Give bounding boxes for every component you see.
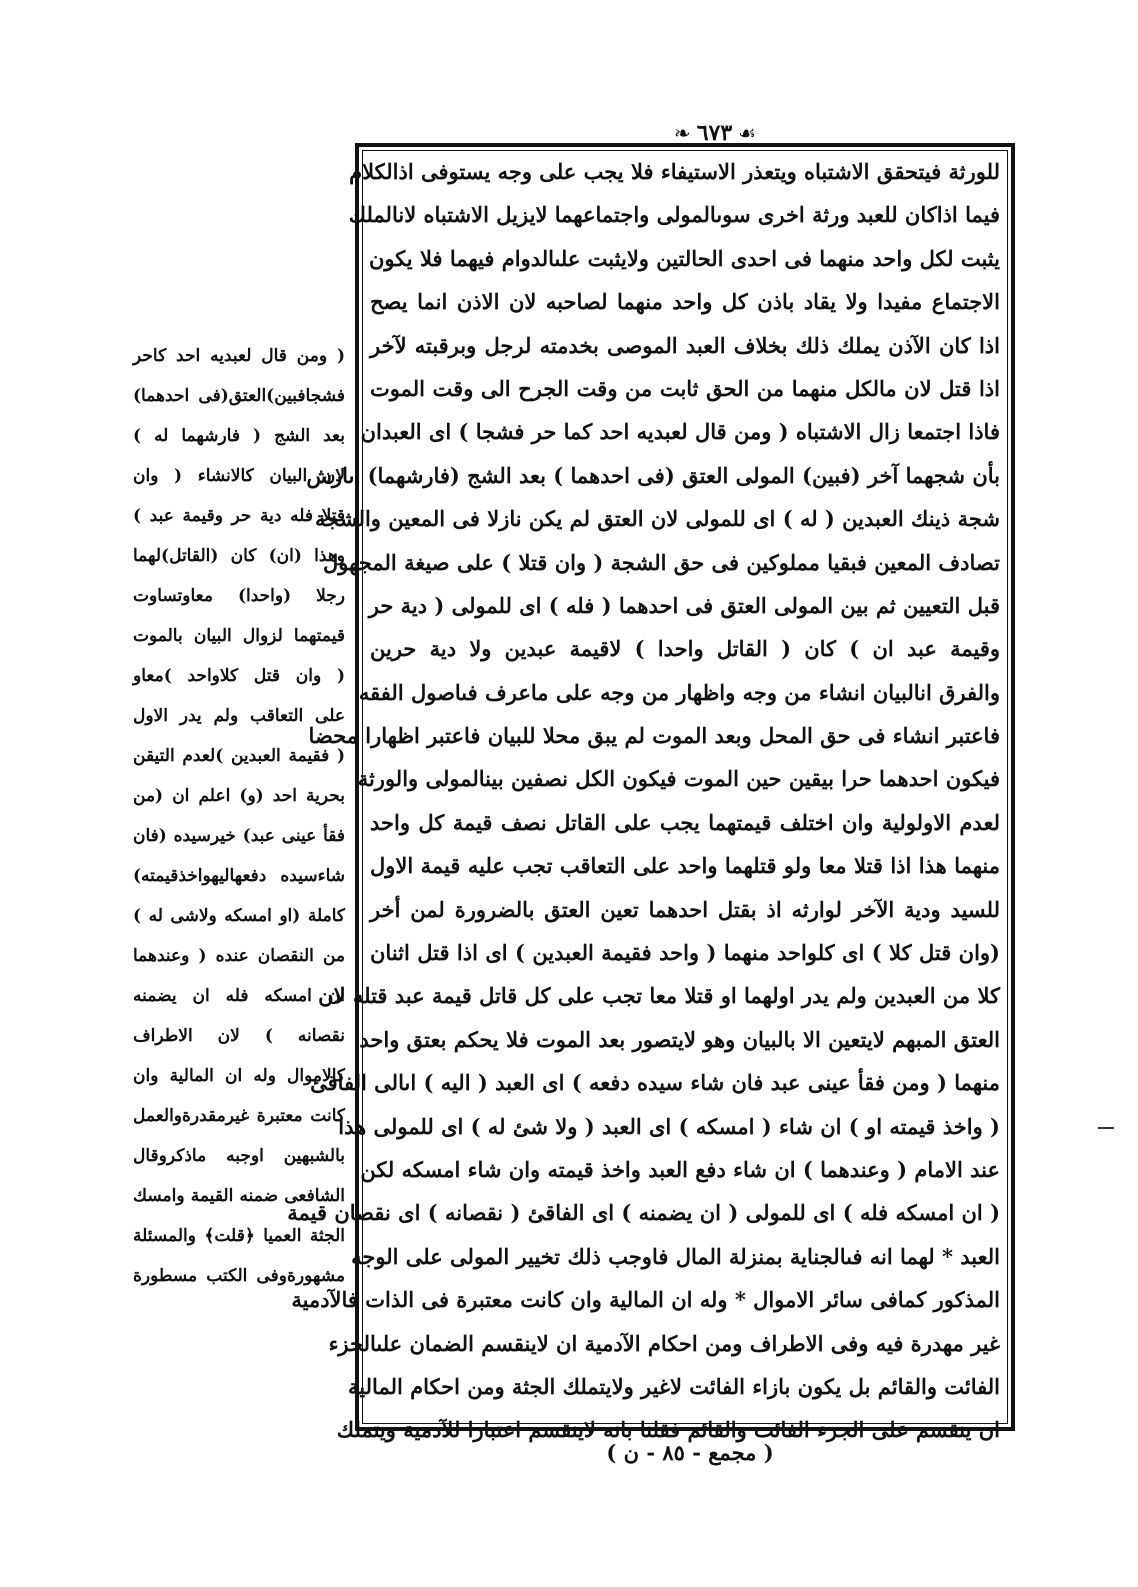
main-text-line: اذا كان الآذن يملك ذلك بخلاف العبد الموصى بخدمته لرجل وبرقبته لآخر: [370, 332, 1000, 358]
margin-note-line: ( ومن قال لعبديه احد كاحر: [133, 346, 345, 366]
main-text-line: المذكور كمافى سائر الاموال * وله ان المالية وان كانت معتبرة فى الذات فالآدمية: [291, 1287, 1000, 1313]
main-text-line: للورثة فيتحقق الاشتباه ويتعذر الاستيفاء فلا يجب على وجه يستوفى اذالكلام: [349, 159, 1000, 184]
main-text-line: لعدم الاولولية وان اختلف قيمتهما يجب على القاتل نصف قيمة كل واحد: [370, 809, 1000, 835]
margin-dash: [1098, 1127, 1114, 1129]
margin-note-line: بعد الشج ( فارشهما له ): [133, 426, 345, 446]
margin-note-line: ( وان قتل كلاواحد )معاو: [133, 666, 345, 686]
main-text-line: الاجتماع مفيدا ولا يقاد باذن كل واحد منهما لصاحبه لان الاذن انما يصح: [370, 289, 1000, 315]
margin-note-line: الجثة العميا ﴿قلت﴾ والمسئلة: [133, 1226, 345, 1246]
footer-signature: ( مجمع - ٨٥ - ن ): [606, 1440, 774, 1465]
main-text-line: اذا قتل لان مالكل منهما من الحق ثابت من وقت الجرح الى وقت الموت: [370, 375, 1000, 401]
margin-note-line: ( فقيمة العبدين )لعدم التيقن: [133, 746, 345, 766]
main-text-line: كلا من العبدين ولم يدر اولهما او قتلا معا تجب على كل قاتل قيمة عبد قتله لان: [318, 983, 1000, 1009]
main-text-line: عند الامام ( وعندهما ) ان شاء دفع العبد واخذ قيمته وان شاء امسكه لكن: [360, 1156, 1000, 1182]
main-text-line: تصادف المعين فبقيا مملوكين فى حق الشجة ( وان قتلا ) على صيغة المجهول: [323, 549, 1000, 575]
main-text-line: فيما اذاكان للعبد ورثة اخرى سوىالمولى واجتماعهما لايزيل الاشتباه لانالملك: [348, 202, 1000, 228]
margin-note-line: قتلا فله دية حر وقيمة عبد ): [133, 506, 345, 526]
main-text-line: ( واخذ قيمته او ) ان شاء ( امسكه ) اى العبد ( ولا شئ له ) اى للمولى هذا: [338, 1113, 1000, 1139]
main-text-line: منهما هذا اذا قتلا معا ولو قتلهما واحد على التعاقب تجب عليه قيمة الاول: [370, 853, 1000, 879]
margin-note-line: من النقصان عنده ( وعندهما: [133, 946, 345, 966]
margin-note-line: قيمتهما لزوال البيان بالموت: [133, 626, 345, 646]
page-number: ٦٧٣: [696, 120, 733, 146]
ornament-right-icon: ☙: [738, 121, 757, 145]
margin-note-line: رجلا (واحدا) معاوتساوت: [133, 586, 345, 606]
main-text-line: فيكون احدهما حرا بيقين حين الموت فيكون الكل نصفين بينالمولى والورثة: [357, 766, 1000, 792]
margin-note-line: نقصانه ) لان الاطراف: [133, 1026, 345, 1046]
main-text-line: العتق المبهم لايتعين الا بالبيان وهو لايتصور بعد الموت فلا يحكم بعتق واحد: [359, 1026, 1000, 1052]
margin-note-line: الشافعى ضمنه القيمة وامسك: [133, 1186, 345, 1206]
main-text-line: الفائت والقائم بل يكون بازاء الفائت لاغير ولايتملك الجثة ومن احكام المالية: [348, 1373, 1000, 1399]
margin-note-line: لان البيان كالانشاء ( وان: [133, 466, 345, 486]
margin-note-line: كالاموال وله ان المالية وان: [133, 1066, 345, 1086]
main-text-line: يثبت لكل واحد منهما فى احدى الحالتين ولايثبت علىالدوام فيهما فلا يكون: [368, 245, 1000, 271]
margin-note-line: مشهورةوفى الكتب مسطورة: [133, 1266, 345, 1286]
margin-note-line: فشجافبين)العتق(فى احدهما): [133, 386, 345, 406]
margin-note-line: ان امسكه فله ان يضمنه: [133, 986, 345, 1006]
margin-note-line: على التعاقب ولم يدر الاول: [133, 706, 345, 726]
main-text-line: والفرق انالبيان انشاء من وجه واظهار من وجه على ماعرف فىاصول الفقه: [358, 679, 1000, 705]
main-text-line: (وان قتل كلا ) اى كلواحد منهما ( واحد فقيمة العبدين ) اى اذا قتل اثنان: [370, 940, 1000, 966]
margin-note-line: بالشبهين اوجبه ماذكروقال: [133, 1146, 345, 1166]
main-text-line: ( ان امسكه فله ) اى للمولى ( ان يضمنه ) اى الفاقئ ( نقصانه ) اى نقصان قيمة: [287, 1200, 1000, 1226]
main-text-line: وقيمة عبد ان ) كان ( القاتل واحدا ) لاقيمة عبدين ولا دية حرين: [370, 636, 1000, 662]
margin-note-line: شاءسيده دفعهاليهواخذقيمته): [133, 866, 345, 886]
margin-note-line: بحرية احد (و) اعلم ان (من: [133, 786, 345, 806]
main-text-line: غير مهدرة فيه وفى الاطراف ومن احكام الآدمية ان لاينقسم الضمان علىالجزء: [328, 1330, 1000, 1356]
main-text-block: [287, 150, 1000, 1452]
margin-note-line: كانت معتبرة غيرمقدرةوالعمل: [133, 1106, 345, 1126]
main-text-line: بأن شجهما آخر (فبين) المولى العتق (فى احدهما ) بعد الشج (فارشهما) اىارش: [306, 462, 1000, 488]
main-text-line: قبل التعيين ثم بين المولى العتق فى احدهما ( فله ) اى للمولى ( دية حر: [368, 592, 1000, 618]
main-text-line: فاعتبر انشاء فى حق المحل وبعد الموت لم يبق محلا للبيان فاعتبر اظهارا محضا: [308, 723, 1000, 749]
ornament-left-icon: ❧: [673, 121, 691, 145]
margin-note-line: كاملة (او امسكه ولاشى له ): [133, 906, 345, 926]
margin-note-line: فقأ عينى عبد) خيرسيده (فان: [133, 826, 345, 846]
main-text-line: شجة ذينك العبدين ( له ) اى للمولى لان العتق لم يكن نازلا فى المعين والشجة: [315, 506, 1000, 532]
main-text-line: فاذا اجتمعا زال الاشتباه ( ومن قال لعبديه احد كما حر فشجا ) اى العبدان: [360, 419, 1000, 445]
main-text-line: للسيد ودية الآخر لوارثه اذ بقتل احدهما تعين العتق بالضرورة لمن أخر: [370, 896, 1000, 922]
main-text-line: ان ينقسم على الجزء الفائت والقائم فقلنا بانه لاينقسم اعتبارا للآدمية ويتملك: [336, 1417, 1000, 1443]
main-text-line: العبد * لهما انه فىالجناية بمنزلة المال فاوجب ذلك تخيير المولى على الوجه: [351, 1243, 1000, 1269]
main-text-line: منهما ( ومن فقأ عينى عبد فان شاء سيده دفعه ) اى العبد ( اليه ) اىالى الفاقئ: [310, 1070, 1000, 1096]
margin-commentary: [133, 336, 345, 1296]
margin-note-line: وهذا (ان) كان (القاتل)لهما: [133, 546, 345, 566]
